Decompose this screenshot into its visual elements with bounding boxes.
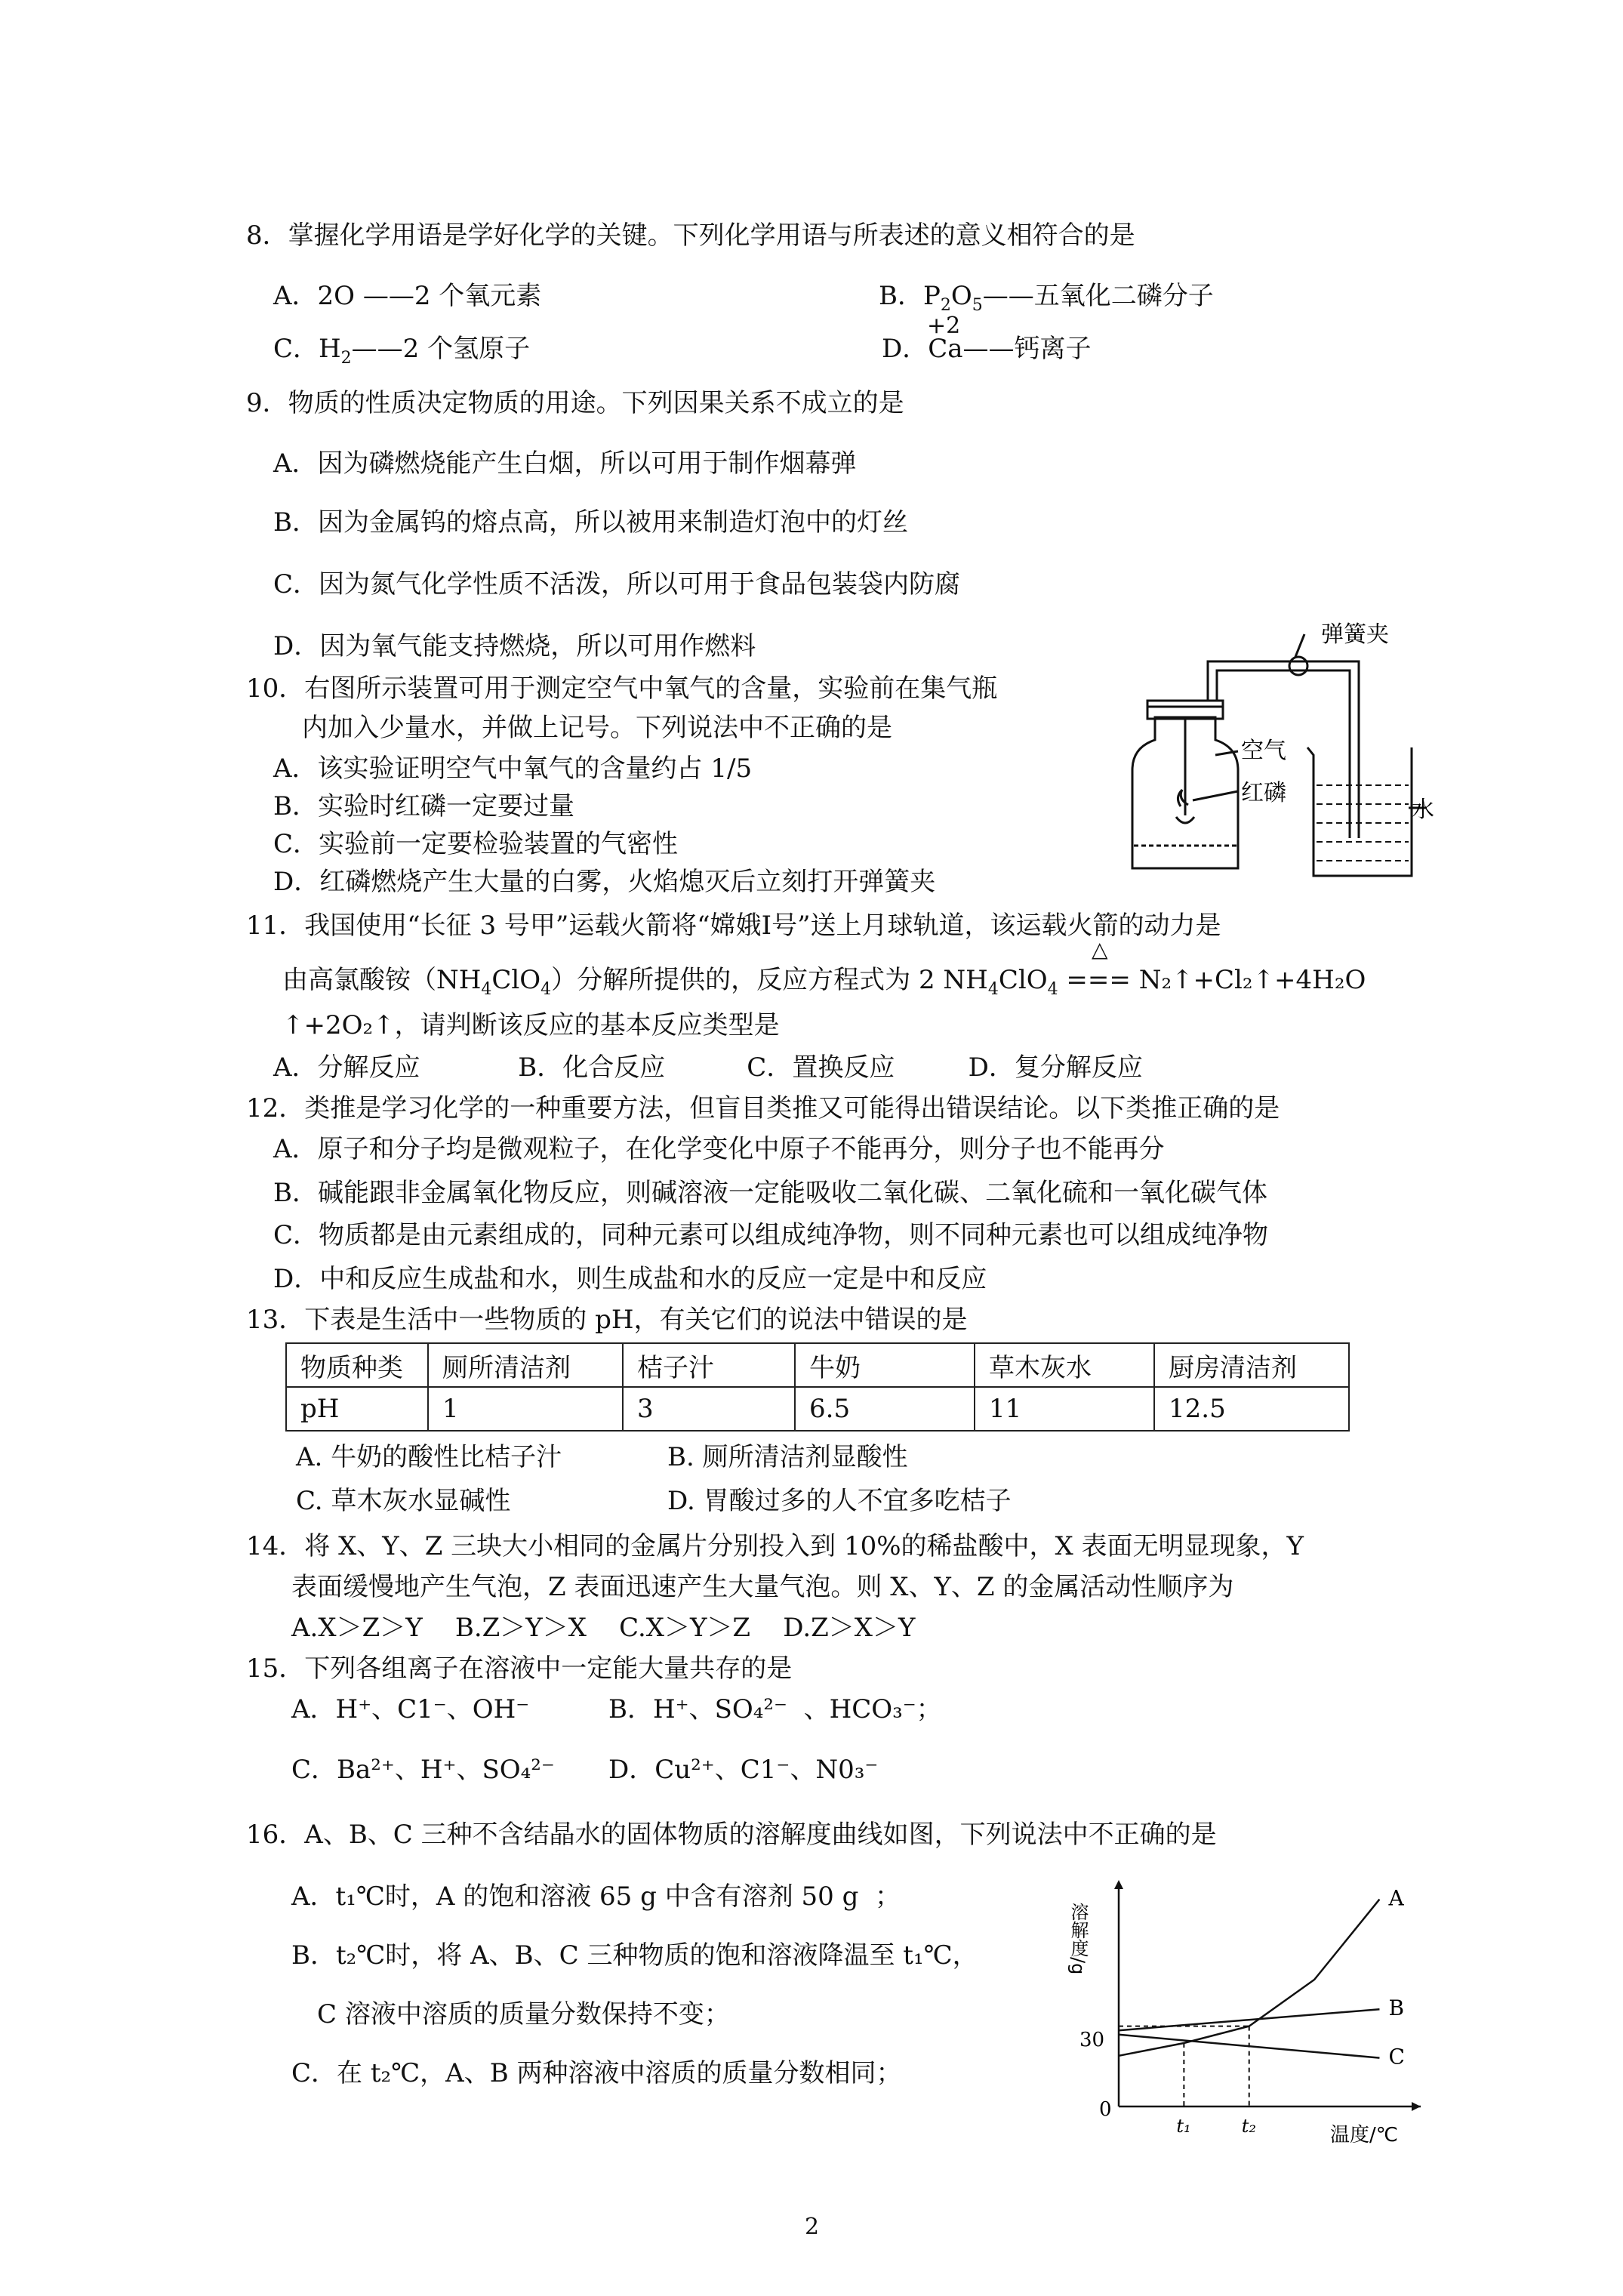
q15-option-d: D．Cu²⁺、C1⁻、N0₃⁻	[608, 1755, 879, 1785]
bottle-stopper	[1147, 701, 1223, 719]
q9-option-a: A．因为磷燃烧能产生白烟，所以可用于制作烟幕弹	[273, 448, 857, 479]
q9-option-c: C．因为氮气化学性质不活泼，所以可用于食品包装袋内防腐	[273, 569, 961, 599]
q12-option-d: D．中和反应生成盐和水，则生成盐和水的反应一定是中和反应	[273, 1264, 987, 1294]
label-water: 水	[1412, 797, 1434, 823]
label-air: 空气	[1241, 738, 1286, 764]
series-label-a: A	[1388, 1885, 1404, 1911]
page-number: 2	[805, 2214, 820, 2240]
q15-option-a: A．H⁺、C1⁻、OH⁻	[291, 1694, 530, 1724]
q14-line2: 表面缓慢地产生气泡，Z 表面迅速产生大量气泡。则 X、Y、Z 的金属活动性顺序为	[291, 1572, 1234, 1602]
series-label-c: C	[1388, 2044, 1405, 2069]
q12-option-c: C．物质都是由元素组成的，同种元素可以组成纯净物，则不同种元素也可以组成纯净物	[273, 1220, 1269, 1250]
q11-line3: ↑+2O₂↑，请判断该反应的基本反应类型是	[282, 1010, 780, 1040]
q10-option-b: B．实验时红磷一定要过量	[273, 791, 574, 821]
table-cell: 草木灰水	[975, 1343, 1154, 1387]
q10-option-c: C．实验前一定要检验装置的气密性	[273, 829, 679, 859]
q16-option-a: A．t₁℃时，A 的饱和溶液 65 g 中含有溶剂 50 g ；	[291, 1881, 901, 1912]
q9-option-b: B．因为金属钨的熔点高，所以被用来制造灯泡中的灯丝	[273, 507, 908, 538]
table-cell: 11	[975, 1387, 1154, 1431]
q13-stem: 13．下表是生活中一些物质的 pH，有关它们的说法中错误的是	[246, 1305, 968, 1335]
q13-option-c: C. 草木灰水显碱性	[296, 1486, 511, 1516]
series-label-b: B	[1388, 1996, 1405, 2021]
q13-option-d: D. 胃酸过多的人不宜多吃桔子	[667, 1486, 1012, 1516]
table-cell: pH	[286, 1387, 428, 1431]
q14-options: A.X＞Z＞Y B.Z＞Y＞X C.X＞Y＞Z D.Z＞X＞Y	[291, 1613, 916, 1643]
q10-stem-line2: 内加入少量水，并做上记号。下列说法中不正确的是	[302, 713, 892, 743]
x-tick-label: t₂	[1241, 2116, 1256, 2137]
q8-d-charge: +2	[927, 313, 961, 339]
y-axis-label: 溶解度/g	[1067, 1903, 1089, 1975]
q16-option-c: C．在 t₂℃，A、B 两种溶液中溶质的质量分数相同；	[291, 2058, 902, 2088]
spring-clip	[1289, 657, 1307, 675]
q15-option-c: C．Ba²⁺、H⁺、SO₄²⁻	[291, 1755, 555, 1785]
table-cell: 6.5	[795, 1387, 975, 1431]
table-cell: 物质种类	[286, 1343, 428, 1387]
table-cell: 3	[623, 1387, 795, 1431]
q14-line1: 14．将 X、Y、Z 三块大小相同的金属片分别投入到 10%的稀盐酸中，X 表面无明显现象，Y	[246, 1531, 1304, 1561]
label-clip: 弹簧夹	[1321, 621, 1389, 648]
table-row	[286, 1387, 1349, 1431]
origin-label: 0	[1099, 2098, 1112, 2121]
q16-stem: 16．A、B、C 三种不含结晶水的固体物质的溶解度曲线如图，下列说法中不正确的是	[246, 1820, 1217, 1850]
table-cell: 桔子汁	[623, 1343, 795, 1387]
series-line-a	[1119, 1900, 1379, 2056]
q12-option-b: B．碱能跟非金属氧化物反应，则碱溶液一定能吸收二氧化碳、二氧化硫和一氧化碳气体	[273, 1178, 1267, 1208]
q13-option-a: A. 牛奶的酸性比桔子汁	[296, 1442, 562, 1472]
q11-options: A．分解反应 B．化合反应 C．置换反应 D．复分解反应	[273, 1052, 1143, 1083]
q8-stem: 8．掌握化学用语是学好化学的关键。下列化学用语与所表述的意义相符合的是	[246, 220, 1135, 251]
q9-option-d: D．因为氧气能支持燃烧，所以可用作燃料	[273, 631, 756, 661]
q8-option-c: C．$H_2——2$ 个氢原子	[273, 334, 531, 368]
x-axis-arrow	[1412, 2102, 1421, 2111]
q9-stem: 9．物质的性质决定物质的用途。下列因果关系不成立的是	[246, 388, 904, 418]
x-axis-label: 温度/℃	[1330, 2124, 1398, 2147]
table-row	[286, 1343, 1349, 1387]
q15-stem: 15．下列各组离子在溶液中一定能大量共存的是	[246, 1653, 793, 1684]
q15-option-b: B．H⁺、SO₄²⁻ 、HCO₃⁻；	[608, 1694, 942, 1724]
q10-option-d: D．红磷燃烧产生大量的白雾，火焰熄灭后立刻打开弹簧夹	[273, 867, 936, 897]
table-cell: 厕所清洁剂	[428, 1343, 623, 1387]
q12-stem: 12．类推是学习化学的一种重要方法，但盲目类推又可能得出错误结论。以下类推正确的是	[246, 1093, 1280, 1123]
x-tick-label: t₁	[1176, 2116, 1191, 2137]
oxygen-apparatus-figure	[1102, 619, 1434, 891]
table-cell: 厨房清洁剂	[1154, 1343, 1349, 1387]
q8-option-d: D．Ca——钙离子	[882, 334, 1092, 364]
q10-stem-line1: 10．右图所示装置可用于测定空气中氧气的含量，实验前在集气瓶	[246, 673, 998, 704]
solubility-chart	[1067, 1872, 1427, 2147]
y-axis-arrow	[1114, 1880, 1123, 1889]
q12-option-a: A．原子和分子均是微观粒子，在化学变化中原子不能再分，则分子也不能再分	[273, 1134, 1165, 1164]
q16-option-b-line2: C 溶液中溶质的质量分数保持不变；	[317, 1999, 730, 2029]
table-cell: 1	[428, 1387, 623, 1431]
q13-option-b: B. 厕所清洁剂显酸性	[667, 1442, 908, 1472]
q8-option-a: A．2O ——2 个氧元素	[273, 281, 542, 311]
q11-line2: 由高氯酸铵$(NH_4ClO_4)$分解所提供的，反应方程式为 2 $NH_4ClO_4$ === N₂↑+Cl₂↑+4H₂O	[282, 965, 1366, 999]
table-cell: 牛奶	[795, 1343, 975, 1387]
q11-heat-condition: △	[1092, 937, 1108, 962]
q10-option-a: A．该实验证明空气中氧气的含量约占 1/5	[273, 754, 753, 784]
q8-option-b: B．$P_2O_5——$五氧化二磷分子	[879, 281, 1214, 315]
q11-line1: 11．我国使用“长征 3 号甲”运载火箭将“嫦娥Ⅰ号”送上月球轨道，该运载火箭的动力是	[246, 911, 1221, 941]
ph-table	[285, 1342, 1350, 1432]
y-tick-label: 30	[1079, 2029, 1105, 2051]
label-phosphorus: 红磷	[1241, 780, 1286, 806]
q16-option-b-line1: B．t₂℃时，将 A、B、C 三种物质的饱和溶液降温至 t₁℃，	[291, 1940, 978, 1971]
table-cell: 12.5	[1154, 1387, 1349, 1431]
